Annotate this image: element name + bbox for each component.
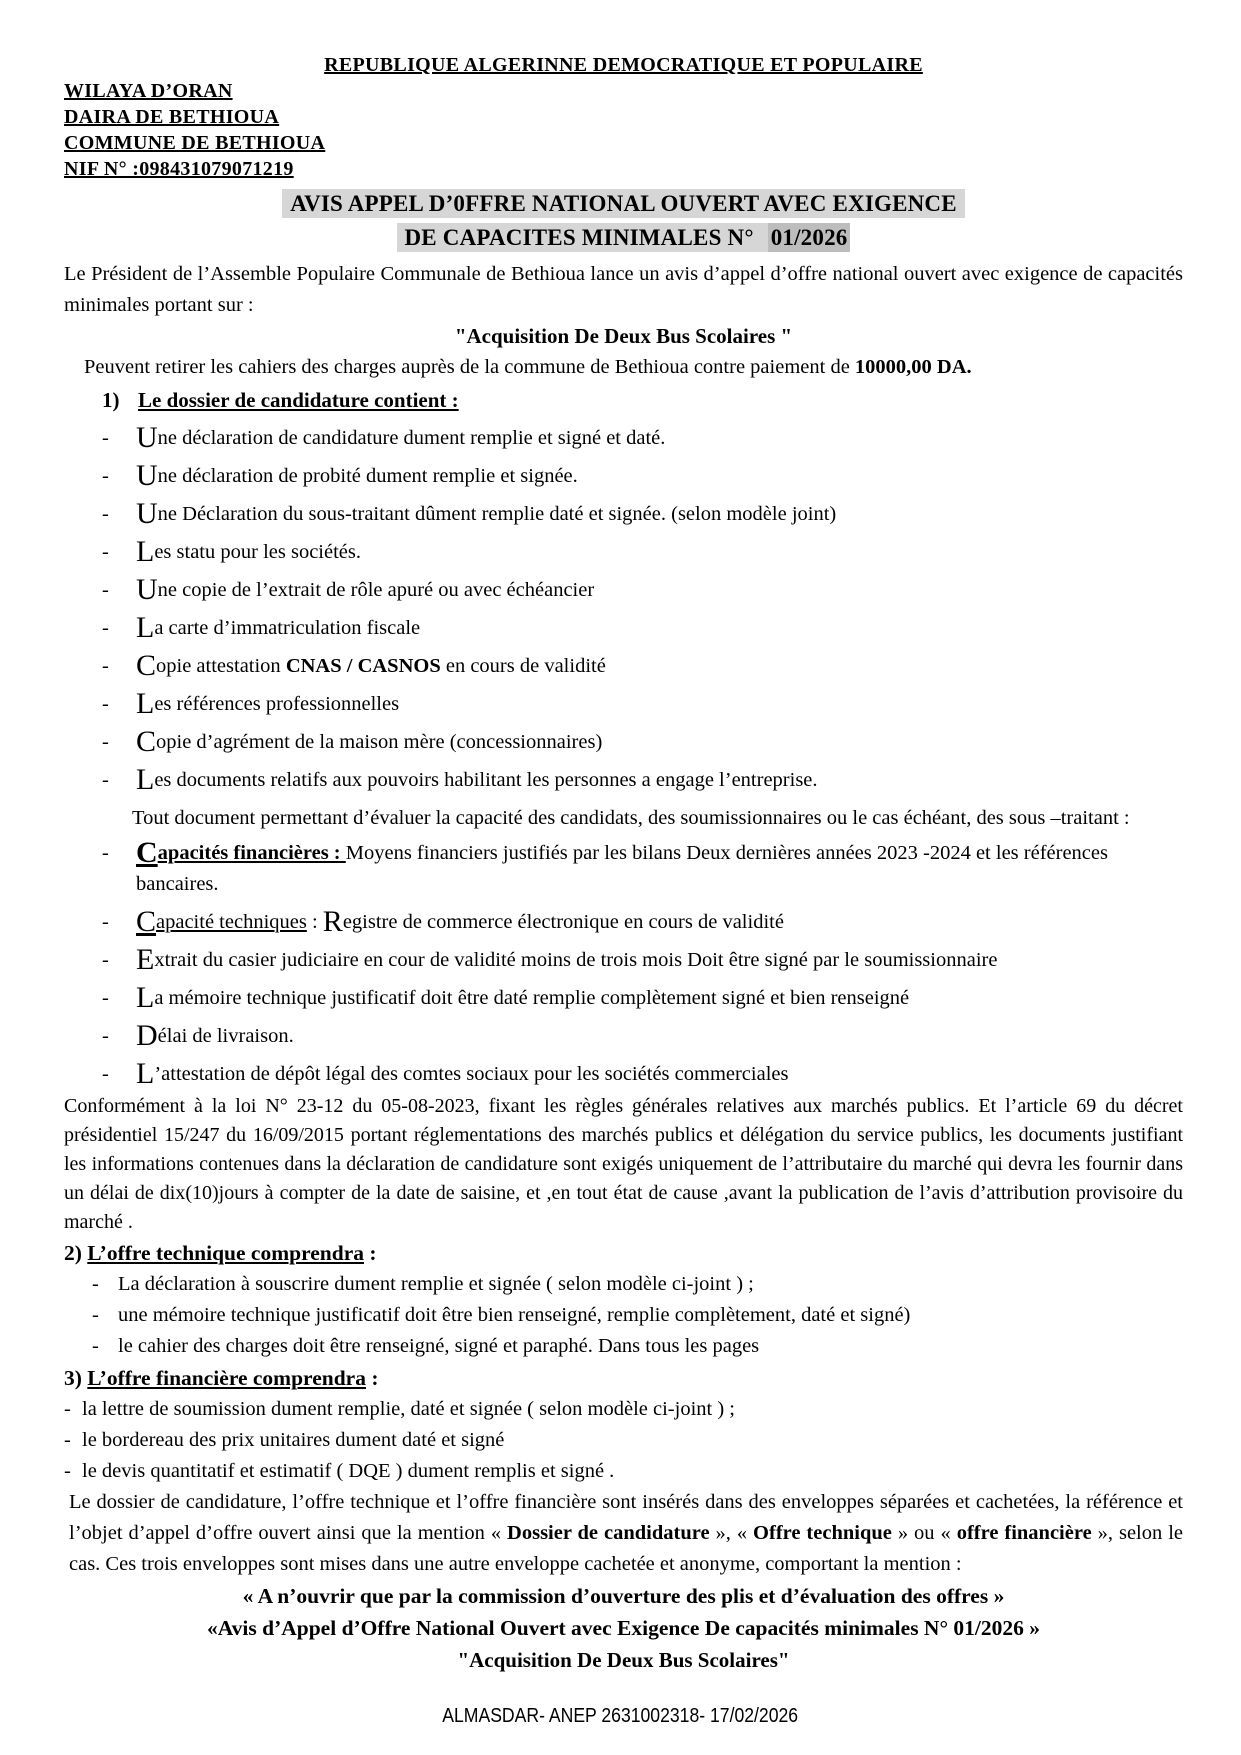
list-item: - Les statu pour les sociétés. <box>102 535 361 568</box>
list-item: - Les références professionnelles <box>102 687 400 720</box>
mention-dossier: Dossier de candidature <box>507 1522 710 1544</box>
dash-bullet: - <box>102 911 109 933</box>
list-item: - La mémoire technique justificatif doit être daté remplie complètement signé et bien renseigné <box>102 981 910 1014</box>
dash-bullet: - <box>92 1304 99 1326</box>
list-item: - Délai de livraison. <box>102 1019 294 1052</box>
dash-bullet: - <box>102 465 109 487</box>
list-item: - L’attestation de dépôt légal des comtes sociaux pour les sociétés commerciales <box>102 1057 789 1090</box>
republic-heading <box>64 52 1183 78</box>
list-item: - La carte d’immatriculation fiscale <box>102 611 421 644</box>
list-item: - Copie d’agrément de la maison mère (concessionnaires) <box>102 725 603 758</box>
list-item: - Une déclaration de candidature dument remplie et signé et daté. <box>102 421 666 454</box>
intro-paragraph: Le Président de l’Assemble Populaire Communale de Bethioua lance un avis d’appel d’offre national ouvert avec exigence de capacités minimales portant sur : <box>64 263 1183 316</box>
notice-title <box>64 187 1183 255</box>
section3-heading: 3) L’offre financière comprendra : <box>64 1366 379 1390</box>
list-item: - le bordereau des prix unitaires dument daté et signé <box>64 1425 1183 1456</box>
list-item: - Une déclaration de probité dument remplie et signée. <box>102 459 578 492</box>
dash-bullet: - <box>102 693 109 715</box>
dash-bullet: - <box>102 1063 109 1085</box>
capacity-note: Tout document permettant d’évaluer la capacité des candidats, des soumissionnaires ou le cas échéant, des sous –traitant : <box>132 807 1130 829</box>
dash-bullet: - <box>92 1335 99 1357</box>
dash-bullet: - <box>64 1429 71 1451</box>
republic-heading-text: REPUBLIQUE ALGERINNE DEMOCRATIQUE ET POPULAIRE <box>324 54 923 76</box>
dash-bullet: - <box>102 617 109 639</box>
dash-bullet: - <box>92 1273 99 1295</box>
notice-number: 01/2026 <box>768 223 851 252</box>
fee-amount: 10000,00 DA. <box>854 356 972 378</box>
envelope-paragraph: Le dossier de candidature, l’offre technique et l’offre financière sont insérés dans des enveloppes séparées et cachetées, la référence et l’objet d’appel d’offre ouvert ainsi que la mention « Dossier de candidature », « Offre technique » ou « offre financière », selon le cas. Ces trois enveloppes sont mises dans une autre enveloppe cachetée et anonyme, comportant la mention : <box>69 1491 1183 1575</box>
section2-heading: 2) L’offre technique comprendra : <box>64 1241 377 1265</box>
section1-heading: 1) Le dossier de candidature contient : <box>102 388 459 412</box>
list-item: - Extrait du casier judiciaire en cour de validité moins de trois mois Doit être signé par le soumissionnaire <box>102 943 998 976</box>
dash-bullet: - <box>102 503 109 525</box>
dash-bullet: - <box>102 541 109 563</box>
dash-bullet: - <box>64 1398 71 1420</box>
notice-title-line1: AVIS APPEL D’0FFRE NATIONAL OUVERT AVEC EXIGENCE <box>64 187 1183 221</box>
list-item-financial-capacities: - Capacités financières : Moyens financiers justifiés par les bilans Deux dernières années 2023 -2024 et les références bancaires. <box>102 838 1183 900</box>
list-item: - la lettre de soumission dument remplie, daté et signée ( selon modèle ci-joint ) ; <box>64 1394 1183 1425</box>
list-item: - Une Déclaration du sous-traitant dûment remplie daté et signée. (selon modèle joint) <box>102 497 837 530</box>
dash-bullet: - <box>102 1025 109 1047</box>
authority-line-wilaya: WILAYA D’ORAN <box>64 80 233 102</box>
authority-line-commune: COMMUNE DE BETHIOUA <box>64 132 326 154</box>
dash-bullet: - <box>102 842 109 864</box>
list-item: - le cahier des charges doit être renseigné, signé et paraphé. Dans tous les pages <box>92 1331 1183 1362</box>
dash-bullet: - <box>102 655 109 677</box>
list-item: - Copie attestation CNAS / CASNOS en cours de validité <box>102 649 606 682</box>
list-item: - une mémoire technique justificatif doit être bien renseigné, remplie complètement, daté et signé) <box>92 1300 1183 1331</box>
list-item: - Une copie de l’extrait de rôle apuré ou avec échéancier <box>102 573 595 606</box>
dash-bullet: - <box>102 949 109 971</box>
mention-line-1: « A n’ouvrir que par la commission d’ouverture des plis et d’évaluation des offres » <box>242 1584 1005 1608</box>
authority-line-nif: NIF N° :098431079071219 <box>64 158 294 180</box>
list-item-technical-capacity: - Capacité techniques : Registre de commerce électronique en cours de validité <box>102 905 784 938</box>
list-item: - Les documents relatifs aux pouvoirs habilitant les personnes a engage l’entreprise. <box>102 763 818 796</box>
list-item: - le devis quantitatif et estimatif ( DQE ) dument remplis et signé . <box>64 1456 1183 1487</box>
mention-line-3: "Acquisition De Deux Bus Scolaires" <box>457 1648 790 1672</box>
list-item: - La déclaration à souscrire dument remplie et signée ( selon modèle ci-joint ) ; <box>92 1269 1183 1300</box>
mention-offre-financiere: offre financière <box>956 1522 1092 1544</box>
dash-bullet: - <box>102 769 109 791</box>
subject-line: "Acquisition De Deux Bus Scolaires " <box>454 324 793 348</box>
authority-line-daira: DAIRA DE BETHIOUA <box>64 106 280 128</box>
dash-bullet: - <box>102 987 109 1009</box>
publication-footer <box>0 1705 1241 1728</box>
publication-footer-text: ALMASDAR- ANEP 2631002318- 17/02/2026 <box>442 1705 799 1727</box>
fee-line: Peuvent retirer les cahiers des charges auprès de la commune de Bethioua contre paiement de 10000,00 DA. <box>84 356 972 378</box>
dash-bullet: - <box>64 1460 71 1482</box>
dash-bullet: - <box>102 427 109 449</box>
mention-offre-technique: Offre technique <box>753 1522 892 1544</box>
notice-title-line2: DE CAPACITES MINIMALES N° 01/2026 <box>64 221 1183 255</box>
legal-paragraph: Conformément à la loi N° 23-12 du 05-08-2023, fixant les règles générales relatives aux marchés publics. Et l’article 69 du décret présidentiel 15/247 du 16/09/2015 portant réglementations des marchés publics et délégation du service publics, les documents justifiant les informations contenues dans la déclaration de candidature sont exigés uniquement de l’attributaire du marché qui devra les fournir dans un délai de dix(10)jours à compter de la date de saisine, et ,en tout état de cause ,avant la publication de l’avis d’attribution provisoire du marché . <box>64 1095 1183 1233</box>
mention-line-2: «Avis d’Appel d’Offre National Ouvert avec Exigence De capacités minimales N° 01/2026 » <box>206 1616 1041 1640</box>
dash-bullet: - <box>102 731 109 753</box>
dash-bullet: - <box>102 579 109 601</box>
